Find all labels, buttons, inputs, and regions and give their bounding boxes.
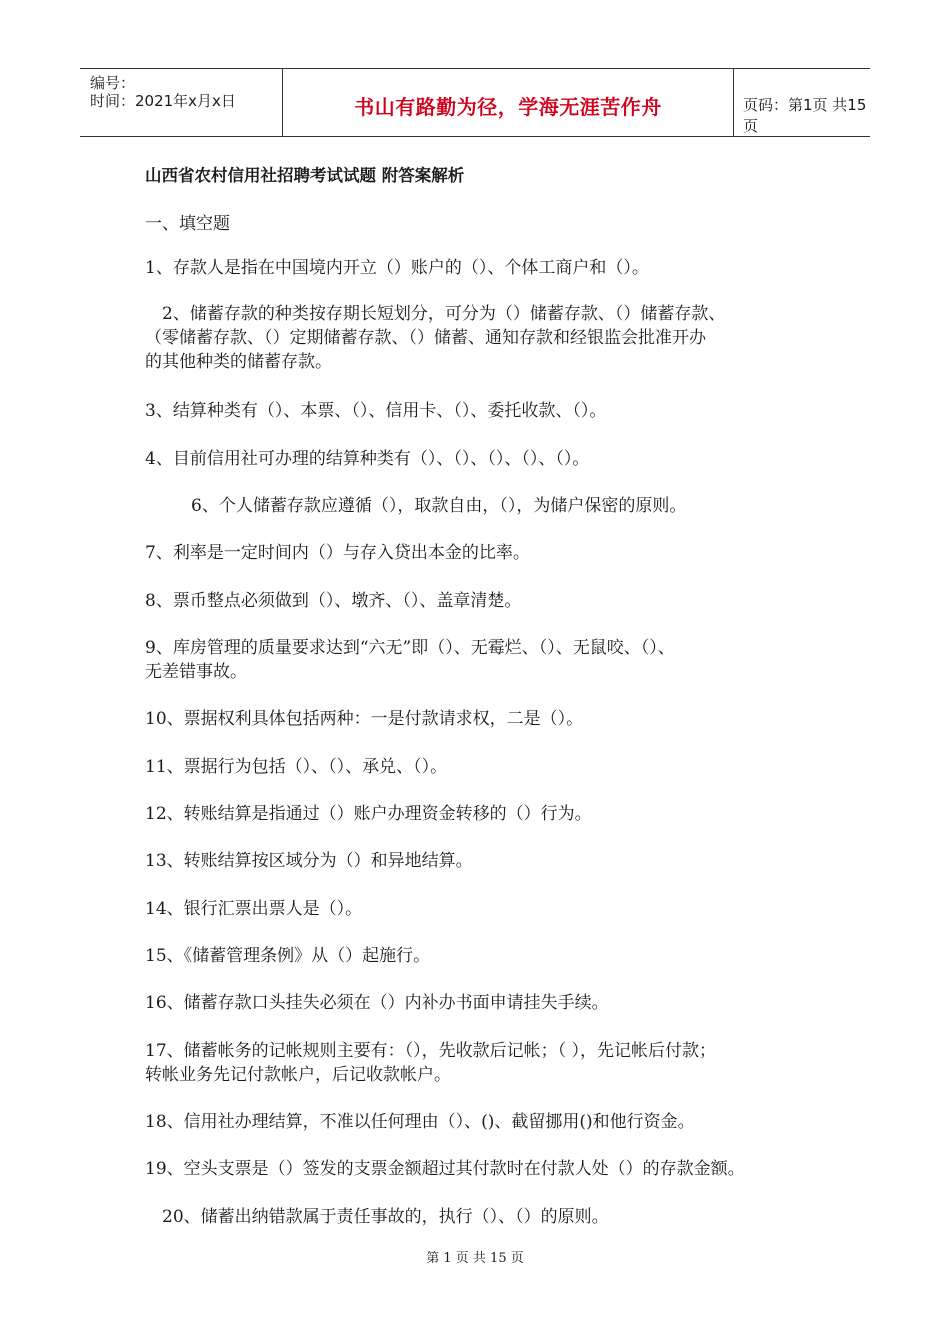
question-3 — [145, 399, 825, 423]
question-line: 3、结算种类有（）、本票、（）、信用卡、（）、委托收款、（）。 — [145, 401, 607, 421]
question-line: 18、信用社办理结算，不准以任何理由（）、()、截留挪用()和他行资金。 — [145, 1112, 695, 1132]
page-footer: 第 1 页 共 15 页 — [426, 1251, 524, 1266]
question-line: 8、票币整点必须做到（）、墩齐、（）、盖章清楚。 — [145, 591, 522, 611]
page-code: 页码：第1页 共15页 — [743, 96, 867, 135]
question-13 — [145, 849, 825, 873]
question-4 — [145, 447, 825, 471]
document-number-label: 编号： — [90, 74, 136, 92]
question-10 — [145, 707, 825, 731]
question-2 — [145, 302, 825, 374]
question-20 — [145, 1205, 825, 1229]
question-line: 12、转账结算是指通过（）账户办理资金转移的（）行为。 — [145, 804, 592, 824]
document-date-label: 时间：2021年x月x日 — [90, 92, 236, 110]
question-line: （零储蓄存款、（）定期储蓄存款、（）储蓄、通知存款和经银监会批准开办 — [145, 328, 706, 348]
question-17 — [145, 1039, 825, 1087]
question-15 — [145, 944, 825, 968]
question-line: 6、个人储蓄存款应遵循（），取款自由，（），为储户保密的原则。 — [191, 496, 687, 516]
header-motto-cell — [282, 69, 734, 136]
question-line: 20、储蓄出纳错款属于责任事故的，执行（）、（）的原则。 — [162, 1207, 609, 1227]
question-11 — [145, 755, 825, 779]
question-9 — [145, 636, 825, 684]
question-line: 2、储蓄存款的种类按存期长短划分，可分为（）储蓄存款、（）储蓄存款、 — [162, 304, 726, 324]
question-line: 9、库房管理的质量要求达到“六无”即（）、无霉烂、（）、无鼠咬、（）、 — [145, 638, 675, 658]
question-line: 11、票据行为包括（）、（）、承兑、（）。 — [145, 757, 448, 777]
question-line: 转帐业务先记付款帐户，后记收款帐户。 — [145, 1065, 451, 1085]
question-1 — [145, 256, 825, 280]
question-line: 16、储蓄存款口头挂失必须在（）内补办书面申请挂失手续。 — [145, 993, 609, 1013]
question-line: 15、《储蓄管理条例》从（）起施行。 — [145, 946, 431, 966]
section-heading: 一、填空题 — [145, 214, 230, 234]
question-6 — [145, 494, 825, 518]
question-14 — [145, 897, 825, 921]
motto-text: 书山有路勤为径，学海无涯苦作舟 — [354, 95, 662, 119]
question-19 — [145, 1157, 825, 1181]
question-line: 10、票据权利具体包括两种：一是付款请求权，二是（）。 — [145, 709, 584, 729]
question-line: 1、存款人是指在中国境内开立（）账户的（）、个体工商户和（）。 — [145, 258, 649, 278]
question-7 — [145, 541, 825, 565]
question-16 — [145, 991, 825, 1015]
question-line: 7、利率是一定时间内（）与存入贷出本金的比率。 — [145, 543, 530, 563]
header-meta-cell — [80, 69, 282, 136]
question-18 — [145, 1110, 825, 1134]
question-line: 17、储蓄帐务的记帐规则主要有：（），先收款后记帐；（ ），先记帐后付款； — [145, 1041, 717, 1061]
question-8 — [145, 589, 825, 613]
question-12 — [145, 802, 825, 826]
document-title: 山西省农村信用社招聘考试试题 附答案解析 — [145, 166, 465, 185]
header-page-cell — [733, 69, 870, 136]
question-line: 14、银行汇票出票人是（）。 — [145, 899, 363, 919]
question-line: 无差错事故。 — [145, 662, 247, 682]
question-line: 13、转账结算按区域分为（）和异地结算。 — [145, 851, 473, 871]
question-line: 4、目前信用社可办理的结算种类有（）、（）、（）、（）、（）。 — [145, 449, 590, 469]
question-line: 的其他种类的储蓄存款。 — [145, 352, 332, 372]
header-table — [80, 68, 870, 137]
question-line: 19、空头支票是（）签发的支票金额超过其付款时在付款人处（）的存款金额。 — [145, 1159, 745, 1179]
